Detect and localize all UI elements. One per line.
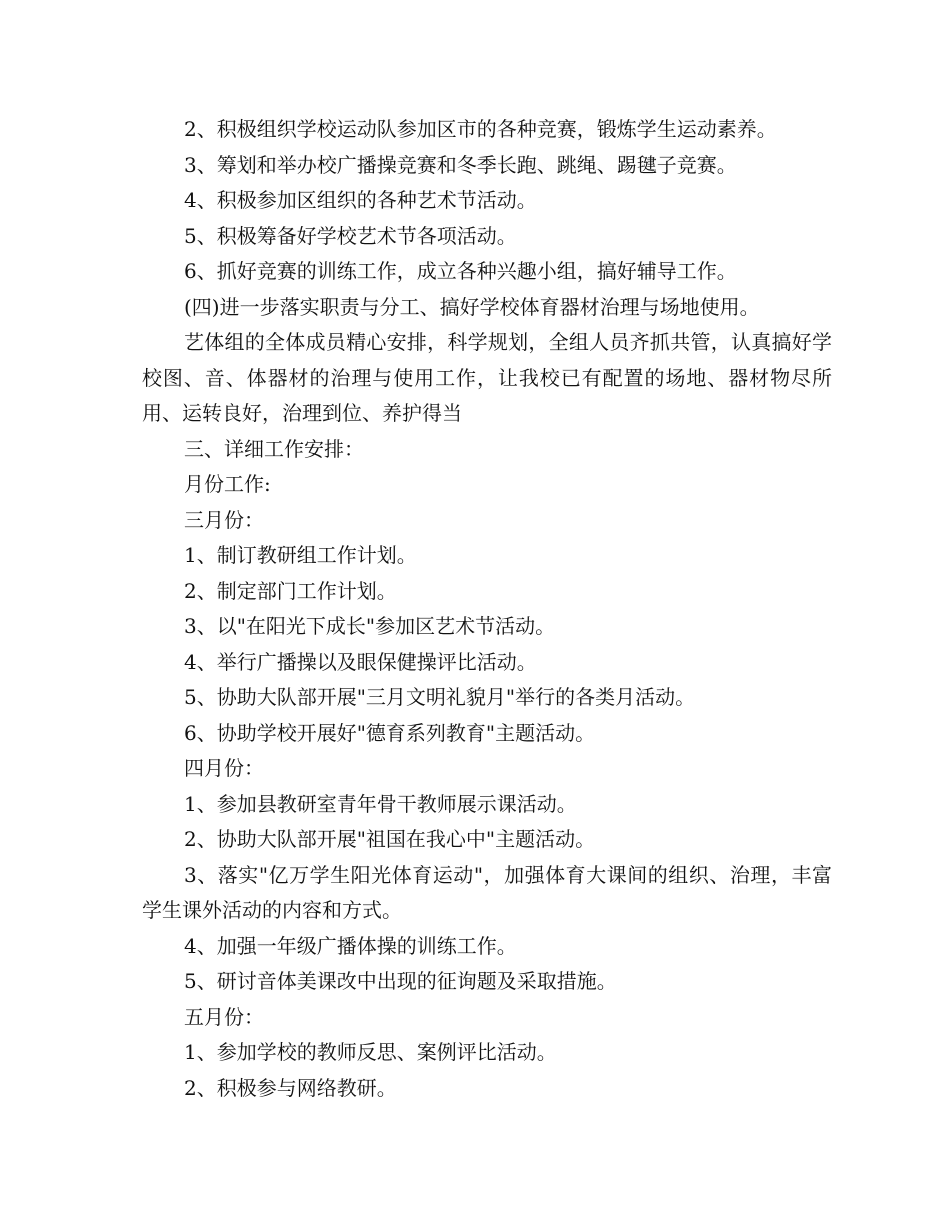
paragraph: 2、积极参与网络教研。 xyxy=(184,1075,397,1100)
document-body xyxy=(142,112,832,1106)
paragraph: 5、积极筹备好学校艺术节各项活动。 xyxy=(184,223,517,248)
paragraph: 4、加强一年级广播体操的训练工作。 xyxy=(184,933,517,958)
paragraph: 1、参加县教研室青年骨干教师展示课活动。 xyxy=(184,791,577,816)
paragraph: 2、积极组织学校运动队参加区市的各种竞赛，锻炼学生运动素养。 xyxy=(184,117,777,141)
paragraph: 4、举行广播操以及眼保健操评比活动。 xyxy=(184,649,537,674)
subheading: 月份工作: xyxy=(184,472,271,496)
paragraph: 3、落实"亿万学生阳光体育运动"，加强体育大课间的组织、治理，丰富学生课外活动的内容和方式。 xyxy=(142,862,832,922)
paragraph: 2、协助大队部开展"祖国在我心中"主题活动。 xyxy=(184,827,596,851)
paragraph: 6、抓好竞赛的训练工作，成立各种兴趣小组，搞好辅导工作。 xyxy=(184,259,737,283)
month-heading: 五月份： xyxy=(184,1004,264,1029)
paragraph: 艺体组的全体成员精心安排，科学规划，全组人员齐抓共管，认真搞好学校图、音、体器材的治理与使用工作，让我校已有配置的场地、器材物尽所用、运转良好，治理到位、养护得当 xyxy=(142,330,832,425)
paragraph: 5、研讨音体美课改中出现的征询题及采取措施。 xyxy=(184,969,617,993)
paragraph: 5、协助大队部开展"三月文明礼貌月"举行的各类月活动。 xyxy=(184,685,696,709)
paragraph: 1、参加学校的教师反思、案例评比活动。 xyxy=(184,1040,557,1064)
section-heading: (四)进一步落实职责与分工、搞好学校体育器材治理与场地使用。 xyxy=(184,294,760,319)
paragraph: 4、积极参加区组织的各种艺术节活动。 xyxy=(184,188,537,212)
section-heading: 三、详细工作安排： xyxy=(184,436,364,461)
paragraph: 3、以"在阳光下成长"参加区艺术节活动。 xyxy=(184,614,556,638)
month-heading: 四月份： xyxy=(184,756,264,780)
month-heading: 三月份： xyxy=(184,507,264,532)
paragraph: 3、筹划和举办校广播操竞赛和冬季长跑、跳绳、踢毽子竞赛。 xyxy=(184,152,737,177)
paragraph: 2、制定部门工作计划。 xyxy=(184,578,397,603)
paragraph: 1、制订教研组工作计划。 xyxy=(184,543,417,567)
paragraph: 6、协助学校开展好"德育系列教育"主题活动。 xyxy=(184,720,596,745)
